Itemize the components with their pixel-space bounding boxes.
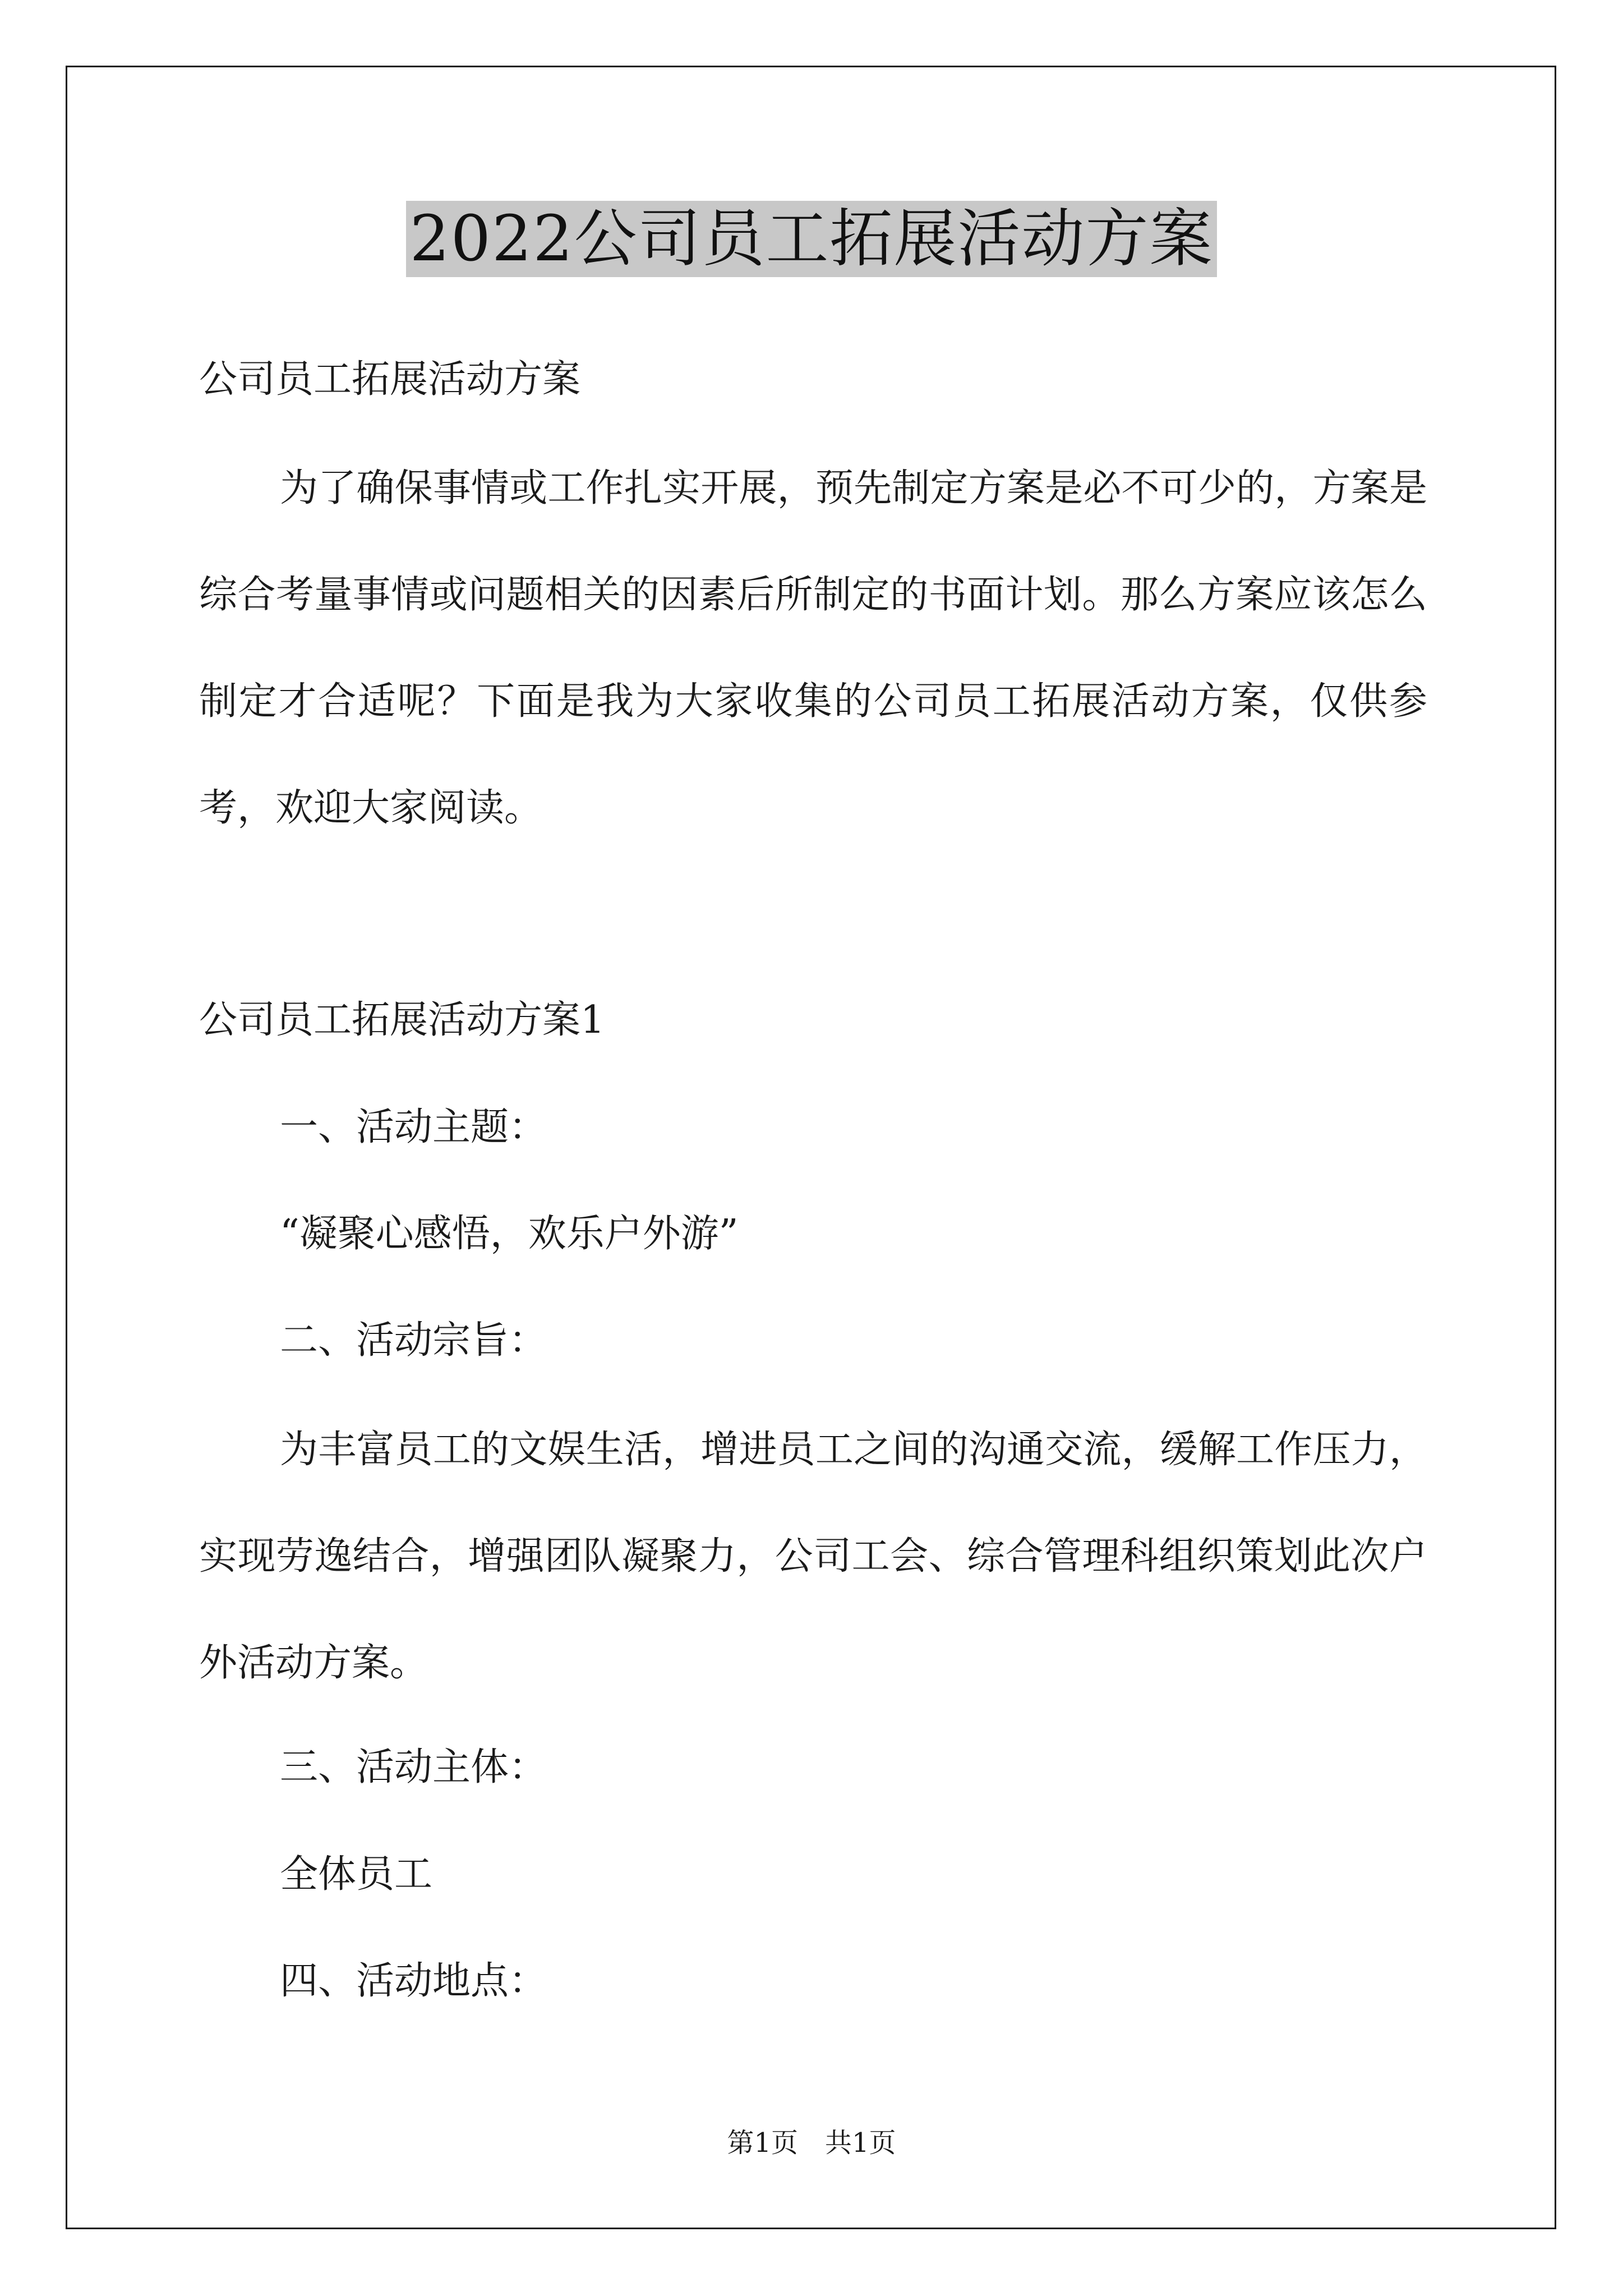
purpose-paragraph: 为丰富员工的文娱生活，增进员工之间的沟通交流，缓解工作压力，实现劳逸结合，增强团队凝聚力，公司工会、综合管理科组织策划此次户外活动方案。 xyxy=(199,1428,1427,1685)
page-footer xyxy=(0,2126,1623,2160)
section-heading: 公司员工拓展活动方案1 xyxy=(199,998,605,1042)
theme-text: “凝聚心感悟，欢乐户外游” xyxy=(280,1212,739,1256)
title-container xyxy=(0,201,1623,277)
theme-heading: 一、活动主题： xyxy=(280,1105,547,1149)
document-subtitle: 公司员工拓展活动方案 xyxy=(199,357,581,402)
purpose-heading: 二、活动宗旨： xyxy=(280,1318,547,1363)
intro-paragraph: 为了确保事情或工作扎实开展，预先制定方案是必不可少的，方案是综合考量事情或问题相关的因素后所制定的书面计划。那么方案应该怎么制定才合适呢？下面是我为大家收集的公司员工拓展活动方案，仅供参考，欢迎大家阅读。 xyxy=(199,466,1427,830)
location-heading: 四、活动地点： xyxy=(280,1959,547,2003)
page-number-current: 第1页 xyxy=(727,2127,798,2159)
page-number-total: 共1页 xyxy=(825,2127,896,2159)
subject-heading: 三、活动主体： xyxy=(280,1745,547,1789)
subject-text: 全体员工 xyxy=(280,1852,433,1897)
document-title: 2022公司员工拓展活动方案 xyxy=(406,201,1216,277)
